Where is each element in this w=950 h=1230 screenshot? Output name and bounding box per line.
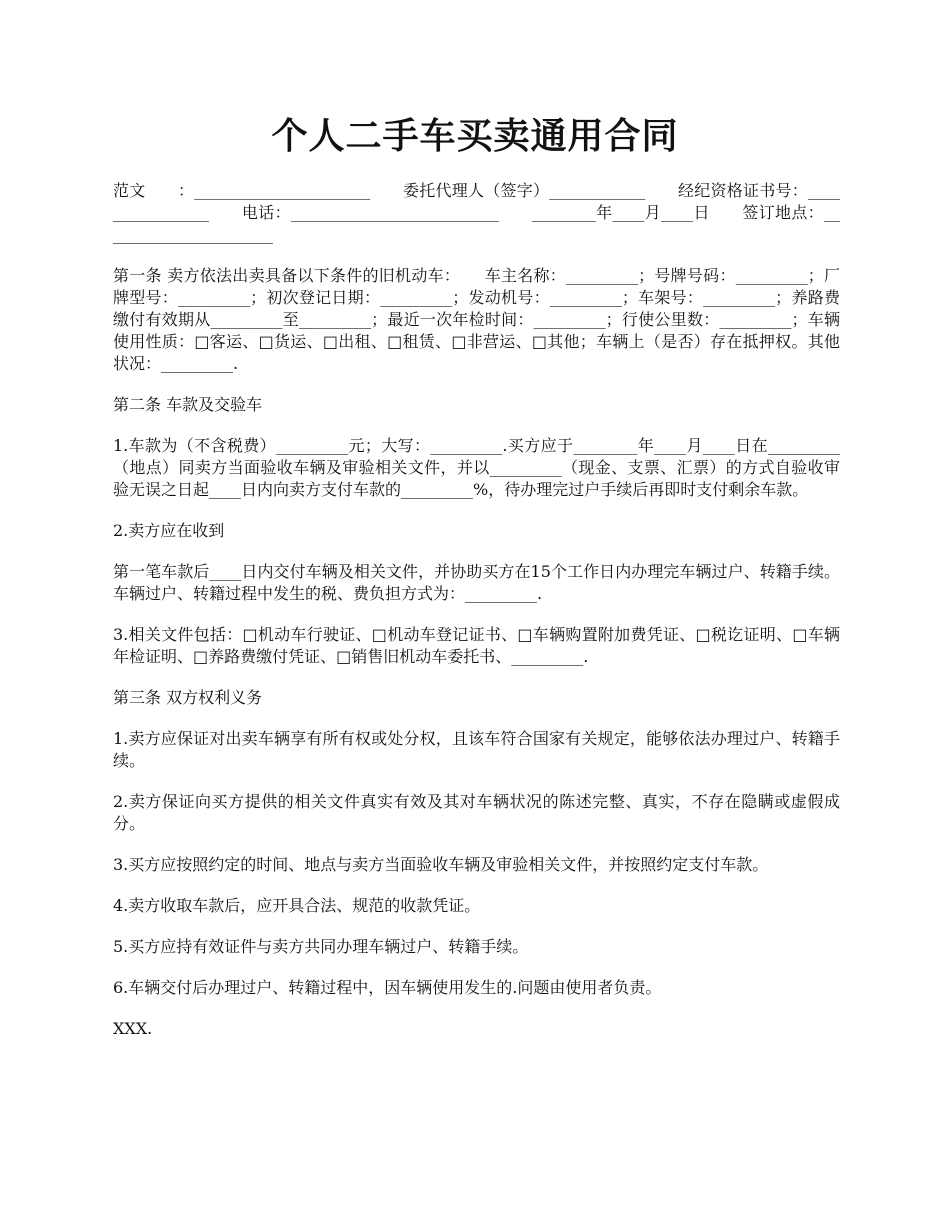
- article-3-clause-2: 2.卖方保证向买方提供的相关文件真实有效及其对车辆状况的陈述完整、真实，不存在隐瞒或虚假成分。: [113, 792, 840, 833]
- article-3-clause-3: 3.买方应按照约定的时间、地点与卖方当面验收车辆及审验相关文件，并按照约定支付车款。: [113, 855, 769, 874]
- document-body: [113, 180, 840, 1059]
- document-title: 个人二手车买卖通用合同: [271, 115, 679, 157]
- closing-placeholder: XXX.: [113, 1019, 153, 1038]
- article-2-heading: 第二条 车款及交验车: [113, 395, 263, 414]
- article-3-clause-4: 4.卖方收取车款后，应开具合法、规范的收款凭证。: [113, 896, 481, 915]
- article-3-clause-6: 6.车辆交付后办理过户、转籍过程中，因车辆使用发生的.问题由使用者负责。: [113, 978, 662, 997]
- article-2-clause-1: 1.车款为（不含税费）_________元；大写：_________.买方应于________年____月____日在_________（地点）同卖方当面验收车辆及审验相关文件，并以_________（现金、支票、汇票）的方式自验收审验无误之日起____日内向卖方支付车款的_________%，待办理完过户手续后再即时支付剩余车款。: [113, 436, 840, 499]
- article-3-clause-5: 5.买方应持有效证件与卖方共同办理车辆过户、转籍手续。: [113, 937, 529, 956]
- article-3-heading: 第三条 双方权利义务: [113, 688, 263, 707]
- contract-header-fields: 范文 ：______________________ 委托代理人（签字）____________ 经纪资格证书号：________________ 电话：__________________________ ________年____月____日 签订地点：______________________: [113, 181, 840, 244]
- article-1-conditions: 第一条 卖方依法出卖具备以下条件的旧机动车： 车主名称：_________；号牌号码：_________；厂牌型号：_________；初次登记日期：_________；发动机号：_________；车架号：_________；养路费缴付有效期从_________至_________；最近一次年检时间：_________；行使公里数：_________；车辆使用性质：□客运、□货运、□出租、□租赁、□非营运、□其他；车辆上（是否）存在抵押权。其他状况：_________.: [113, 266, 840, 373]
- article-2-clause-2-continued: 第一笔车款后____日内交付车辆及相关文件，并协助买方在15个工作日内办理完车辆过户、转籍手续。车辆过户、转籍过程中发生的税、费负担方式为：_________.: [113, 562, 840, 603]
- article-2-clause-3: 3.相关文件包括：□机动车行驶证、□机动车登记证书、□车辆购置附加费凭证、□税讫证明、□车辆年检证明、□养路费缴付凭证、□销售旧机动车委托书、_________.: [113, 625, 840, 666]
- article-3-clause-1: 1.卖方应保证对出卖车辆享有所有权或处分权，且该车符合国家有关规定，能够依法办理过户、转籍手续。: [113, 729, 840, 770]
- article-2-clause-2: 2.卖方应在收到: [113, 521, 225, 540]
